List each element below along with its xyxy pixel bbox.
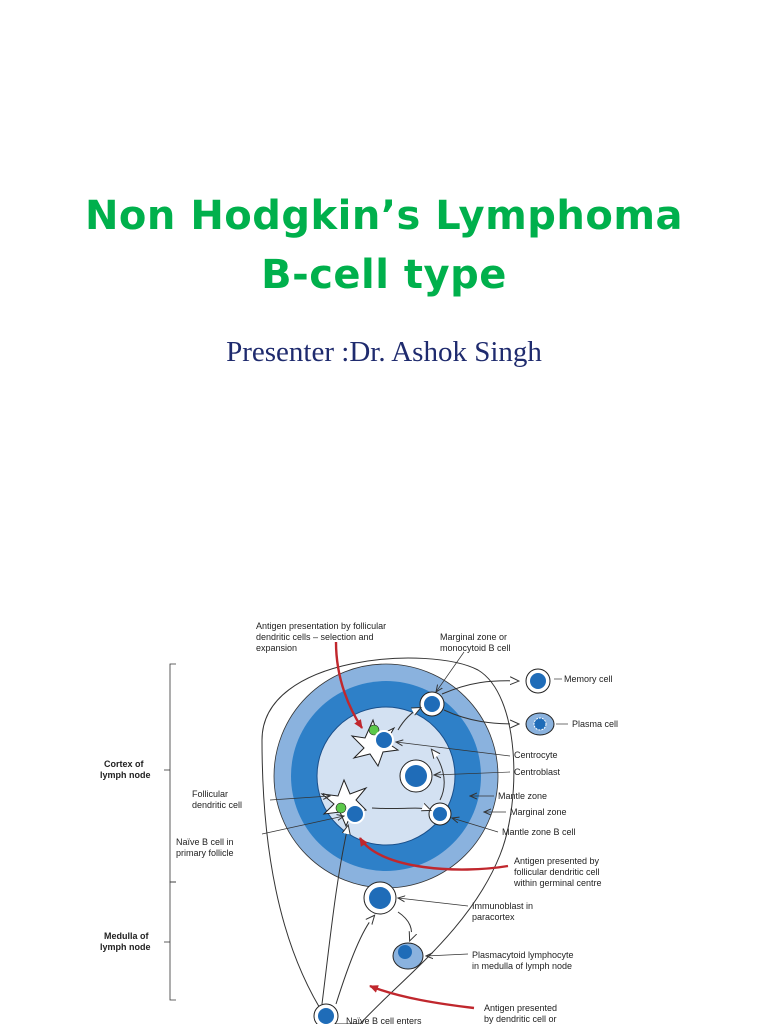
lymph-node-diagram [0, 600, 768, 1024]
label-marginal-zone: Marginal zone [510, 807, 567, 817]
label-marginal-zone-or-1: Marginal zone or [440, 632, 508, 642]
label-antigen-presentation-3: expansion [256, 643, 298, 653]
label-antigen-presentation-2: dendritic cells – selection and [256, 632, 374, 642]
naive-b-cell-entering [314, 1004, 338, 1024]
label-antigen-germinal-1: Antigen presented by [514, 856, 600, 866]
marginal-zone-b-cell [420, 692, 444, 716]
germinal-centre [317, 707, 455, 845]
label-mantle-zone: Mantle zone [498, 791, 548, 801]
label-immunoblast-2: paracortex [472, 912, 515, 922]
label-centroblast: Centroblast [514, 767, 561, 777]
label-medulla-1: Medulla of [104, 931, 149, 941]
label-naive-primary-2: primary follicle [176, 848, 234, 858]
label-plasmacytoid-2: in medulla of lymph node [472, 961, 573, 971]
immunoblast-cell [364, 882, 396, 914]
label-centrocyte: Centrocyte [514, 750, 558, 760]
plasmacytoid-lymphocyte [393, 943, 423, 969]
label-antigen-dendritic-2: by dendritic cell or [484, 1014, 557, 1024]
label-naive-primary-1: Naïve B cell in [176, 837, 234, 847]
label-memory-cell: Memory cell [564, 674, 613, 684]
label-follicular-dendritic-1: Follicular [192, 789, 229, 799]
label-cortex-2: lymph node [100, 770, 151, 780]
presenter-text: Presenter :Dr. Ashok Singh [226, 336, 542, 368]
label-antigen-germinal-3: within germinal centre [514, 878, 602, 888]
label-mantle-zone-b-cell: Mantle zone B cell [502, 827, 576, 837]
plasma-cell [526, 713, 554, 735]
label-immunoblast-1: Immunoblast in [472, 901, 534, 911]
centrocyte-cell [429, 803, 451, 825]
label-plasma-cell: Plasma cell [572, 719, 619, 729]
label-follicular-dendritic-2: dendritic cell [192, 800, 243, 810]
memory-cell [526, 669, 550, 693]
label-plasmacytoid-1: Plasmacytoid lymphocyte [472, 950, 574, 960]
medulla-bracket [170, 882, 176, 1000]
centroblast-cell [400, 760, 432, 792]
label-cortex-1: Cortex of [104, 759, 144, 769]
label-naive-enters: Naïve B cell enters [346, 1016, 422, 1024]
slide-title-line1: Non Hodgkin’s Lymphoma [84, 193, 684, 239]
label-antigen-germinal-2: follicular dendritic cell [514, 867, 600, 877]
slide-title-line2: B-cell type [261, 252, 507, 298]
label-medulla-2: lymph node [100, 942, 151, 952]
label-antigen-presentation-1: Antigen presentation by follicular [256, 621, 387, 631]
label-antigen-dendritic-1: Antigen presented [484, 1003, 558, 1013]
label-marginal-zone-or-2: monocytoid B cell [440, 643, 511, 653]
